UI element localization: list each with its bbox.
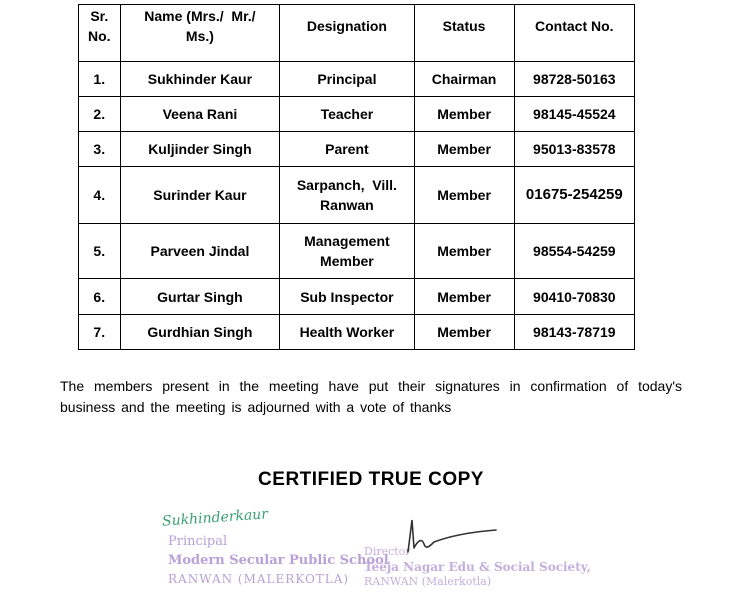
certified-true-copy-heading: CERTIFIED TRUE COPY — [258, 469, 484, 490]
table-row — [79, 224, 635, 279]
cell-name: Surinder Kaur — [120, 167, 280, 224]
cell-status: Member — [414, 132, 514, 167]
cell-contact: 98145-45524 — [514, 97, 634, 132]
cell-sr: 2. — [79, 97, 121, 132]
table-row — [79, 279, 635, 315]
cell-name: Gurtar Singh — [120, 279, 280, 315]
cell-contact: 98554-54259 — [514, 224, 634, 279]
header-sr-no: Sr. No. — [79, 5, 121, 62]
cell-status: Chairman — [414, 62, 514, 97]
table-row — [79, 167, 635, 224]
cell-contact: 98728-50163 — [514, 62, 634, 97]
header-contact: Contact No. — [514, 5, 634, 62]
cell-name: Gurdhian Singh — [120, 315, 280, 350]
cell-name: Kuljinder Singh — [120, 132, 280, 167]
cell-contact: 98143-78719 — [514, 315, 634, 350]
cell-status: Member — [414, 279, 514, 315]
principal-signature: Sukhinderkaur — [161, 506, 269, 530]
stamp-right-line1: Director — [364, 545, 411, 558]
table-header-row — [79, 5, 635, 62]
cell-status: Member — [414, 224, 514, 279]
table-row — [79, 97, 635, 132]
cell-designation: Sub Inspector — [280, 279, 414, 315]
cell-status: Member — [414, 97, 514, 132]
cell-name: Veena Rani — [120, 97, 280, 132]
cell-designation: Sarpanch, Vill. Ranwan — [280, 167, 414, 224]
cell-sr: 3. — [79, 132, 121, 167]
cell-sr: 5. — [79, 224, 121, 279]
meeting-note: The members present in the meeting have put their signatures in confirmation of today's business and the meeting is adjourned with a vote of thanks — [60, 378, 682, 415]
director-signature-icon — [400, 512, 500, 562]
cell-contact: 95013-83578 — [514, 132, 634, 167]
members-table — [78, 4, 635, 350]
cell-sr: 4. — [79, 167, 121, 224]
table-row — [79, 62, 635, 97]
table-row — [79, 315, 635, 350]
cell-designation: Parent — [280, 132, 414, 167]
cell-contact: 90410-70830 — [514, 279, 634, 315]
header-name: Name (Mrs./ Mr./ Ms.) — [120, 5, 280, 62]
cell-name: Sukhinder Kaur — [120, 62, 280, 97]
stamp-left-line3: RANWAN (MALERKOTLA) — [168, 572, 350, 586]
stamp-left-line1: Principal — [168, 534, 228, 549]
stamp-left-line2: Modern Secular Public School — [168, 553, 389, 568]
header-designation: Designation — [280, 5, 414, 62]
header-status: Status — [414, 5, 514, 62]
cell-name: Parveen Jindal — [120, 224, 280, 279]
cell-sr: 1. — [79, 62, 121, 97]
stamp-right-line2: Teeja Nagar Edu & Social Society, — [364, 560, 591, 574]
cell-sr: 6. — [79, 279, 121, 315]
cell-status: Member — [414, 315, 514, 350]
cell-designation: Teacher — [280, 97, 414, 132]
stamp-right-line3: RANWAN (Malerkotla) — [364, 575, 492, 588]
cell-designation: Principal — [280, 62, 414, 97]
cell-sr: 7. — [79, 315, 121, 350]
cell-designation: Health Worker — [280, 315, 414, 350]
cell-designation: Management Member — [280, 224, 414, 279]
cell-contact: 01675-254259 — [514, 167, 634, 224]
table-row — [79, 132, 635, 167]
cell-status: Member — [414, 167, 514, 224]
